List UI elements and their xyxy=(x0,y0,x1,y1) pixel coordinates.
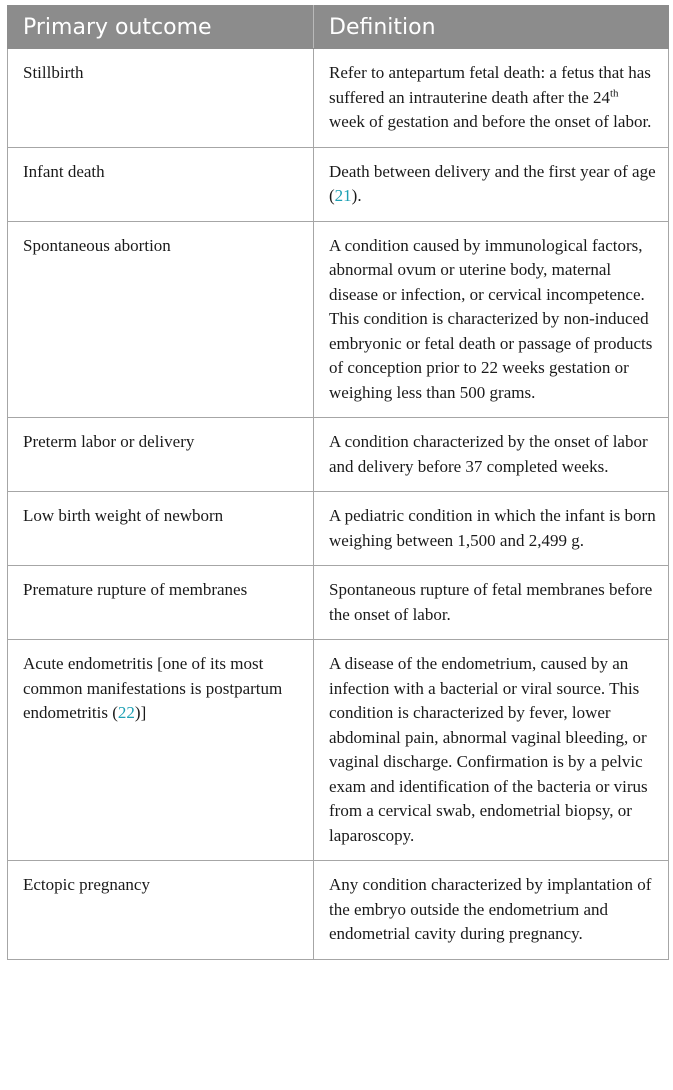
table-row xyxy=(8,492,669,566)
outcome-text: )] xyxy=(134,703,147,722)
definition-cell: A disease of the endometrium, caused by an infection with a bacterial or viral source. This condition is characterized by fever, lower abdominal pain, abnormal vaginal bleeding, or vaginal discharge. Confirmation is by a pelvic exam and identification of the bacteria or virus from a cervical swab, endometrial biopsy, or laparoscopy. xyxy=(314,640,669,861)
definition-text: week of gestation and before the onset of labor. xyxy=(329,112,652,131)
reference-link-21[interactable]: 21 xyxy=(334,186,352,205)
reference-link-22[interactable]: 22 xyxy=(117,703,135,722)
outcome-cell: Ectopic pregnancy xyxy=(8,861,314,960)
outcome-cell: Low birth weight of newborn xyxy=(8,492,314,566)
table-row xyxy=(8,566,669,640)
outcome-cell: Premature rupture of membranes xyxy=(8,566,314,640)
definition-cell: A pediatric condition in which the infant is born weighing between 1,500 and 2,499 g. xyxy=(314,492,669,566)
outcome-text: Acute endometritis [one of its most common manifestations is postpartum endometritis ( xyxy=(23,654,283,722)
definition-text: ). xyxy=(351,186,362,205)
table-row xyxy=(8,640,669,861)
definition-cell xyxy=(314,49,669,148)
primary-outcomes-table xyxy=(7,5,669,960)
definition-text: Death between delivery and the first year of age ( xyxy=(329,161,656,205)
definition-text: Refer to antepartum fetal death: a fetus that has suffered an intrauterine death after the 24 xyxy=(329,63,651,107)
superscript: th xyxy=(610,86,619,99)
header-definition: Definition xyxy=(314,6,669,49)
table-body xyxy=(8,49,669,960)
definition-cell: A condition caused by immunological factors, abnormal ovum or uterine body, maternal disease or infection, or cervical incompetence. This condition is characterized by non-induced embryonic or fetal death or passage of products of conception prior to 22 weeks gestation or weighing less than 500 grams. xyxy=(314,221,669,418)
table-row xyxy=(8,221,669,418)
outcome-cell: Infant death xyxy=(8,147,314,221)
outcome-cell: Stillbirth xyxy=(8,49,314,148)
outcome-cell xyxy=(8,640,314,861)
definition-cell: A condition characterized by the onset of labor and delivery before 37 completed weeks. xyxy=(314,418,669,492)
table-row xyxy=(8,418,669,492)
header-primary-outcome: Primary outcome xyxy=(8,6,314,49)
outcomes-table-container xyxy=(7,5,668,960)
table-row xyxy=(8,147,669,221)
table-row xyxy=(8,49,669,148)
header-row xyxy=(8,6,669,49)
definition-cell: Any condition characterized by implantation of the embryo outside the endometrium and endometrial cavity during pregnancy. xyxy=(314,861,669,960)
definition-cell: Spontaneous rupture of fetal membranes before the onset of labor. xyxy=(314,566,669,640)
outcome-cell: Spontaneous abortion xyxy=(8,221,314,418)
table-row xyxy=(8,861,669,960)
outcome-cell: Preterm labor or delivery xyxy=(8,418,314,492)
table-header xyxy=(8,6,669,49)
definition-cell xyxy=(314,147,669,221)
